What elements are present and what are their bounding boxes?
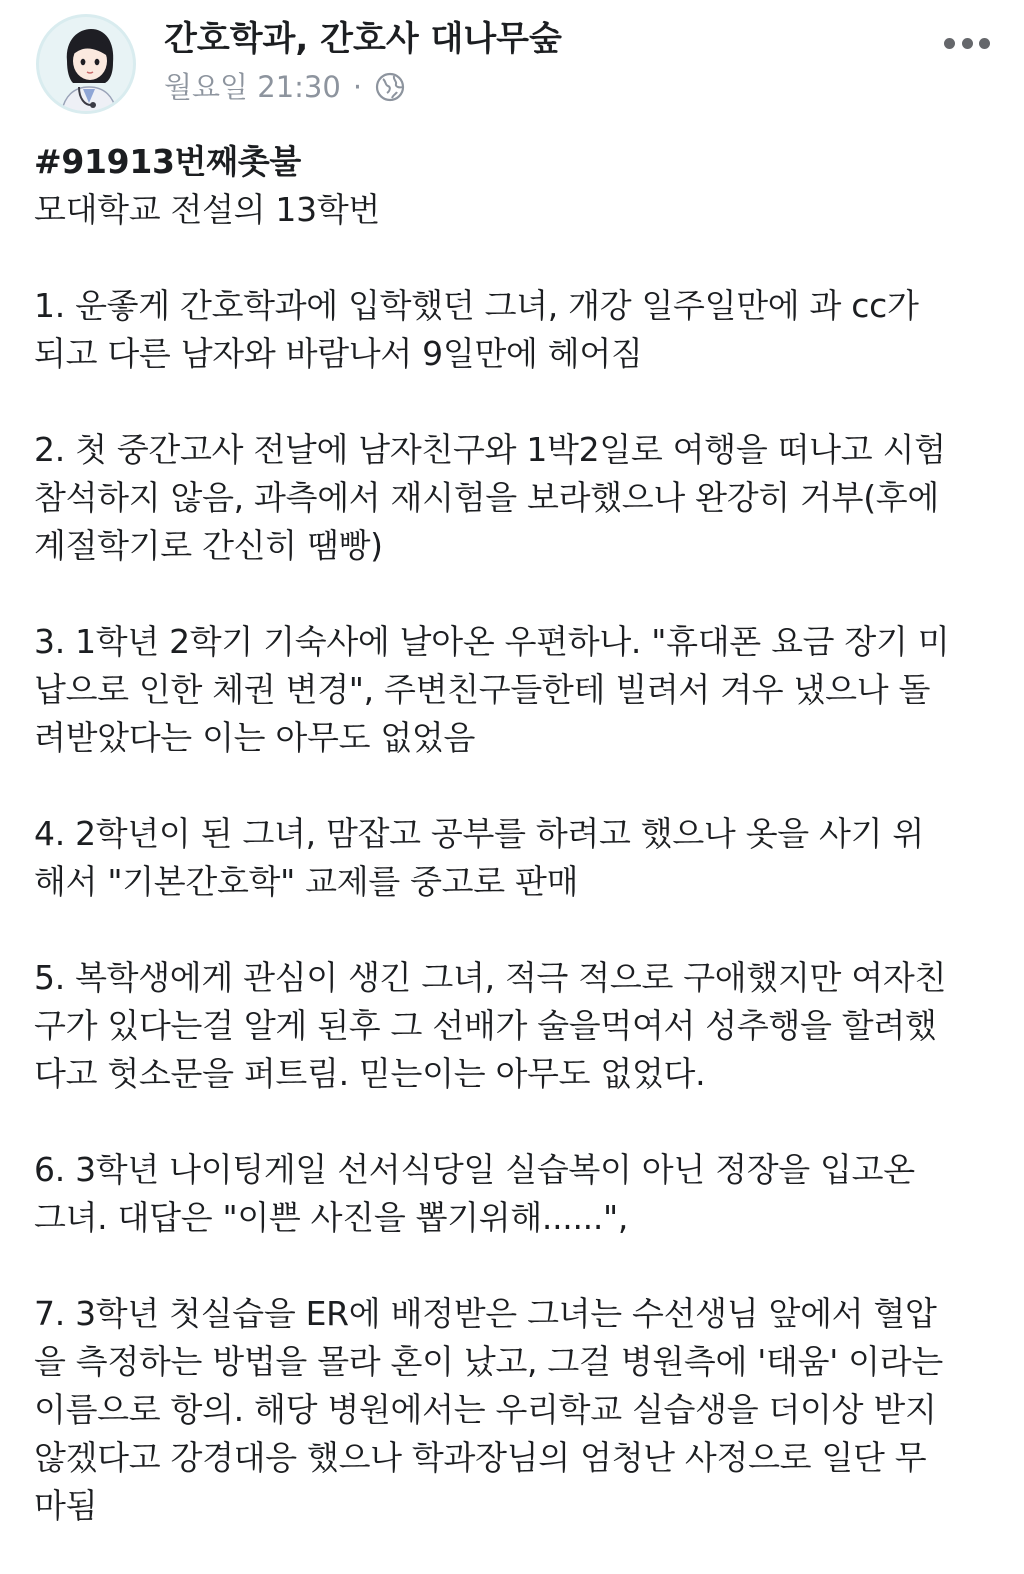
post-item-line: 이름으로 항의. 해당 병원에서는 우리학교 실습생을 더이상 받지 — [34, 1390, 937, 1429]
paragraph-gap — [34, 762, 994, 810]
paragraph-gap — [34, 1098, 994, 1146]
post-item-line: 되고 다른 남자와 바람나서 9일만에 헤어짐 — [34, 334, 643, 373]
post-item — [34, 426, 994, 570]
page-name[interactable]: 간호학과, 간호사 대나무숲 — [164, 19, 562, 59]
post-item — [34, 1290, 994, 1530]
post-item-line: 납으로 인한 체권 변경", 주변친구들한테 빌려서 겨우 냈으나 돌 — [34, 670, 931, 709]
post-item-line: 6. 3학년 나이팅게일 선서식당일 실습복이 아닌 정장을 입고온 — [34, 1150, 915, 1189]
post-title: 모대학교 전설의 13학번 — [34, 190, 380, 229]
more-options-icon[interactable] — [944, 28, 990, 58]
post-item-line: 3. 1학년 2학기 기숙사에 날아온 우편하나. "휴대폰 요금 장기 미 — [34, 622, 950, 661]
post-item-line: 7. 3학년 첫실습을 ER에 배정받은 그녀는 수선생님 앞에서 혈압 — [34, 1294, 937, 1333]
post-hashtag[interactable]: #91913번째촛불 — [34, 142, 301, 181]
post-item-line: 다고 헛소문을 퍼트림. 믿는이는 아무도 없었다. — [34, 1054, 706, 1093]
post-item-line: 마됨 — [34, 1486, 98, 1525]
paragraph-gap — [34, 906, 994, 954]
post-item — [34, 954, 994, 1098]
post-item-line: 해서 "기본간호학" 교제를 중고로 판매 — [34, 862, 579, 901]
globe-icon[interactable] — [374, 71, 406, 103]
post-item — [34, 282, 994, 378]
paragraph-gap — [34, 570, 994, 618]
post-item-line: 않겠다고 강경대응 했으나 학과장님의 엄청난 사정으로 일단 무 — [34, 1438, 927, 1477]
post-item-line: 그녀. 대답은 "이쁜 사진을 뽑기위해......", — [34, 1198, 629, 1237]
post-item-line: 려받았다는 이는 아무도 없었음 — [34, 718, 476, 757]
post-item-line: 4. 2학년이 된 그녀, 맘잡고 공부를 하려고 했으나 옷을 사기 위 — [34, 814, 924, 853]
post-item — [34, 810, 994, 906]
meta-separator: · — [352, 70, 363, 104]
post-content — [34, 138, 994, 1530]
post-item-line: 을 측정하는 방법을 몰라 혼이 났고, 그걸 병원측에 '태움' 이라는 — [34, 1342, 943, 1381]
post-item-line: 2. 첫 중간고사 전날에 남자친구와 1박2일로 여행을 떠나고 시험 — [34, 430, 946, 469]
paragraph-gap — [34, 378, 994, 426]
post-item-line: 참석하지 않음, 과측에서 재시험을 보라했으나 완강히 거부(후에 — [34, 478, 939, 517]
post-items — [34, 234, 994, 1530]
post-meta — [164, 66, 406, 108]
post-item-line: 1. 운좋게 간호학과에 입학했던 그녀, 개강 일주일만에 과 cc가 — [34, 286, 919, 325]
post-item — [34, 618, 994, 762]
more-dot — [979, 38, 990, 49]
post-item-line: 5. 복학생에게 관심이 생긴 그녀, 적극 적으로 구애했지만 여자친 — [34, 958, 947, 997]
page-avatar[interactable] — [36, 14, 136, 114]
post-item — [34, 1146, 994, 1242]
post-item-line: 구가 있다는걸 알게 된후 그 선배가 술을먹여서 성추행을 할려했 — [34, 1006, 937, 1045]
paragraph-gap — [34, 1242, 994, 1290]
more-dot — [944, 38, 955, 49]
more-dot — [962, 38, 973, 49]
post-timestamp[interactable]: 월요일 21:30 — [164, 70, 341, 104]
paragraph-gap — [34, 234, 994, 282]
post-item-line: 계절학기로 간신히 땜빵) — [34, 526, 383, 565]
